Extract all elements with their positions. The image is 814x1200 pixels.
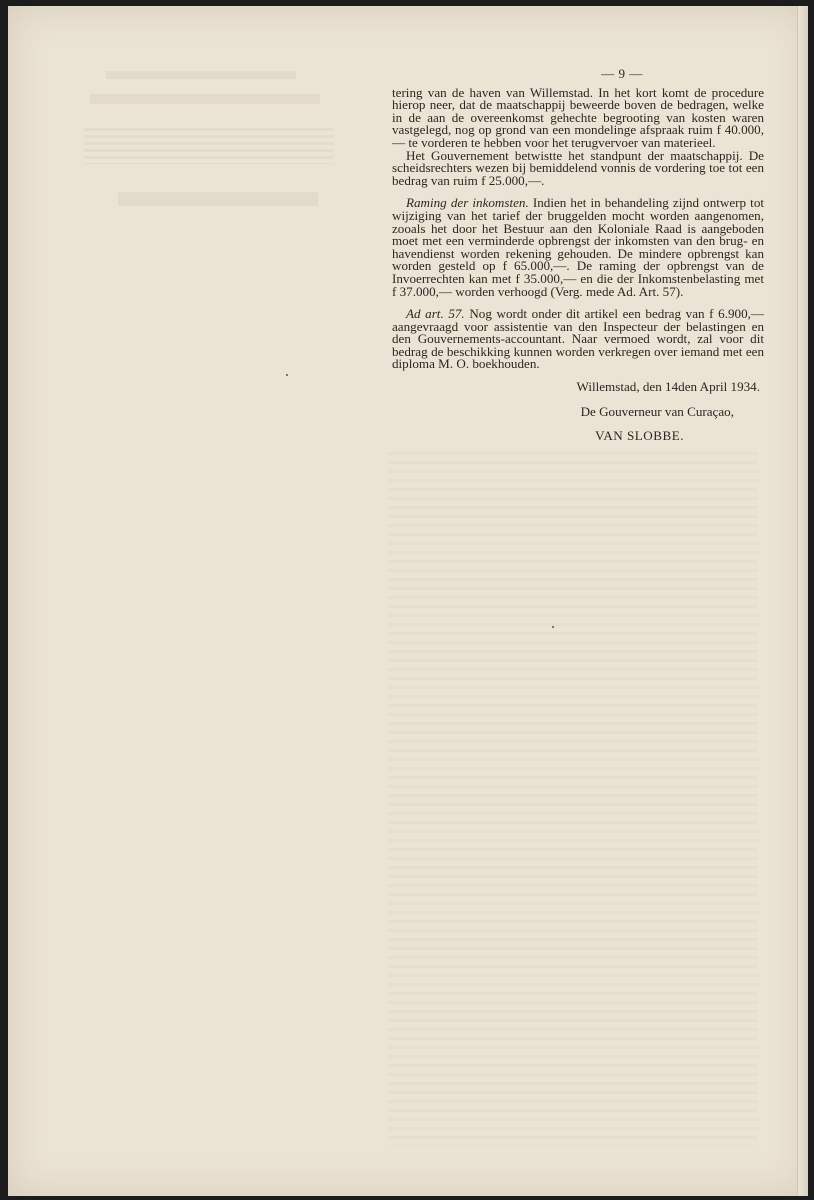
bleed-through-column: [388, 446, 758, 1146]
paragraph-gouvernement-text: Het Gouvernement betwistte het standpunt der maatschappij. De scheidsrechters wezen bij bemiddelend vonnis de vordering toe tot een bedrag van ruim f 25.000,—.: [392, 147, 764, 188]
signature-title: De Gouverneur van Curaçao,: [580, 403, 734, 419]
ad-art-heading: Ad art. 57.: [406, 306, 465, 322]
bleed-through-subheading: [90, 94, 320, 104]
paragraph-haven: tering van de haven van Willemstad. In het kort komt de procedure hierop neer, dat de maatschappij beweerde boven de bedragen, welke in de aan de overeenkomst gehechte begrooting van kosten waren vastgelegd, nog op grond van een mondelinge afspraak ruim f 40.000,— te vorderen te hebben voor het terugvervoer van materieel.: [392, 84, 764, 150]
paper-speck: [552, 626, 554, 628]
raming-text: Indien het in behandeling zijnd ontwerp tot wijziging van het tarief der bruggelden mocht worden aangenomen, zooals het door het Bestuur aan den Koloniale Raad is aangeboden moet met een verminderde opbrengst der inkomsten van den brug- en havendienst worden rekening gehouden. De mindere opbrengst kan worden gesteld op f 65.000,—. De raming der opbrengst van de Invoerrechten kan met f 35.000,— en die der Inkomstenbelasting met f 37.000,— worden verhoogd (Verg. mede Ad. Art. 57).: [392, 195, 764, 299]
bleed-through-heading: [106, 64, 296, 86]
bleed-through-block: [84, 124, 334, 164]
page-edge: [797, 6, 808, 1196]
page-number: — 9 —: [601, 66, 643, 81]
paragraph-ad-art-57: [392, 308, 764, 371]
paragraph-raming: [392, 197, 764, 298]
text-column: [392, 68, 764, 443]
signature-name: VAN SLOBBE.: [595, 428, 684, 444]
ad-art-text: Nog wordt onder dit artikel een bedrag van f 6.900,— aangevraagd voor assistentie van den Inspecteur der belastingen en den Gouvernements-accountant. Naar vermoed wordt, zal voor dit bedrag de beschikking kunnen worden verkregen over iemand met een diploma M. O. boekhouden.: [392, 306, 764, 372]
paragraph-gouvernement: [392, 147, 764, 188]
paper-speck: [286, 374, 288, 376]
bleed-through-title: [118, 192, 318, 206]
document-page: [8, 6, 808, 1196]
signature-date: Willemstad, den 14den April 1934.: [576, 379, 760, 395]
raming-heading: Raming der inkomsten.: [406, 195, 529, 211]
